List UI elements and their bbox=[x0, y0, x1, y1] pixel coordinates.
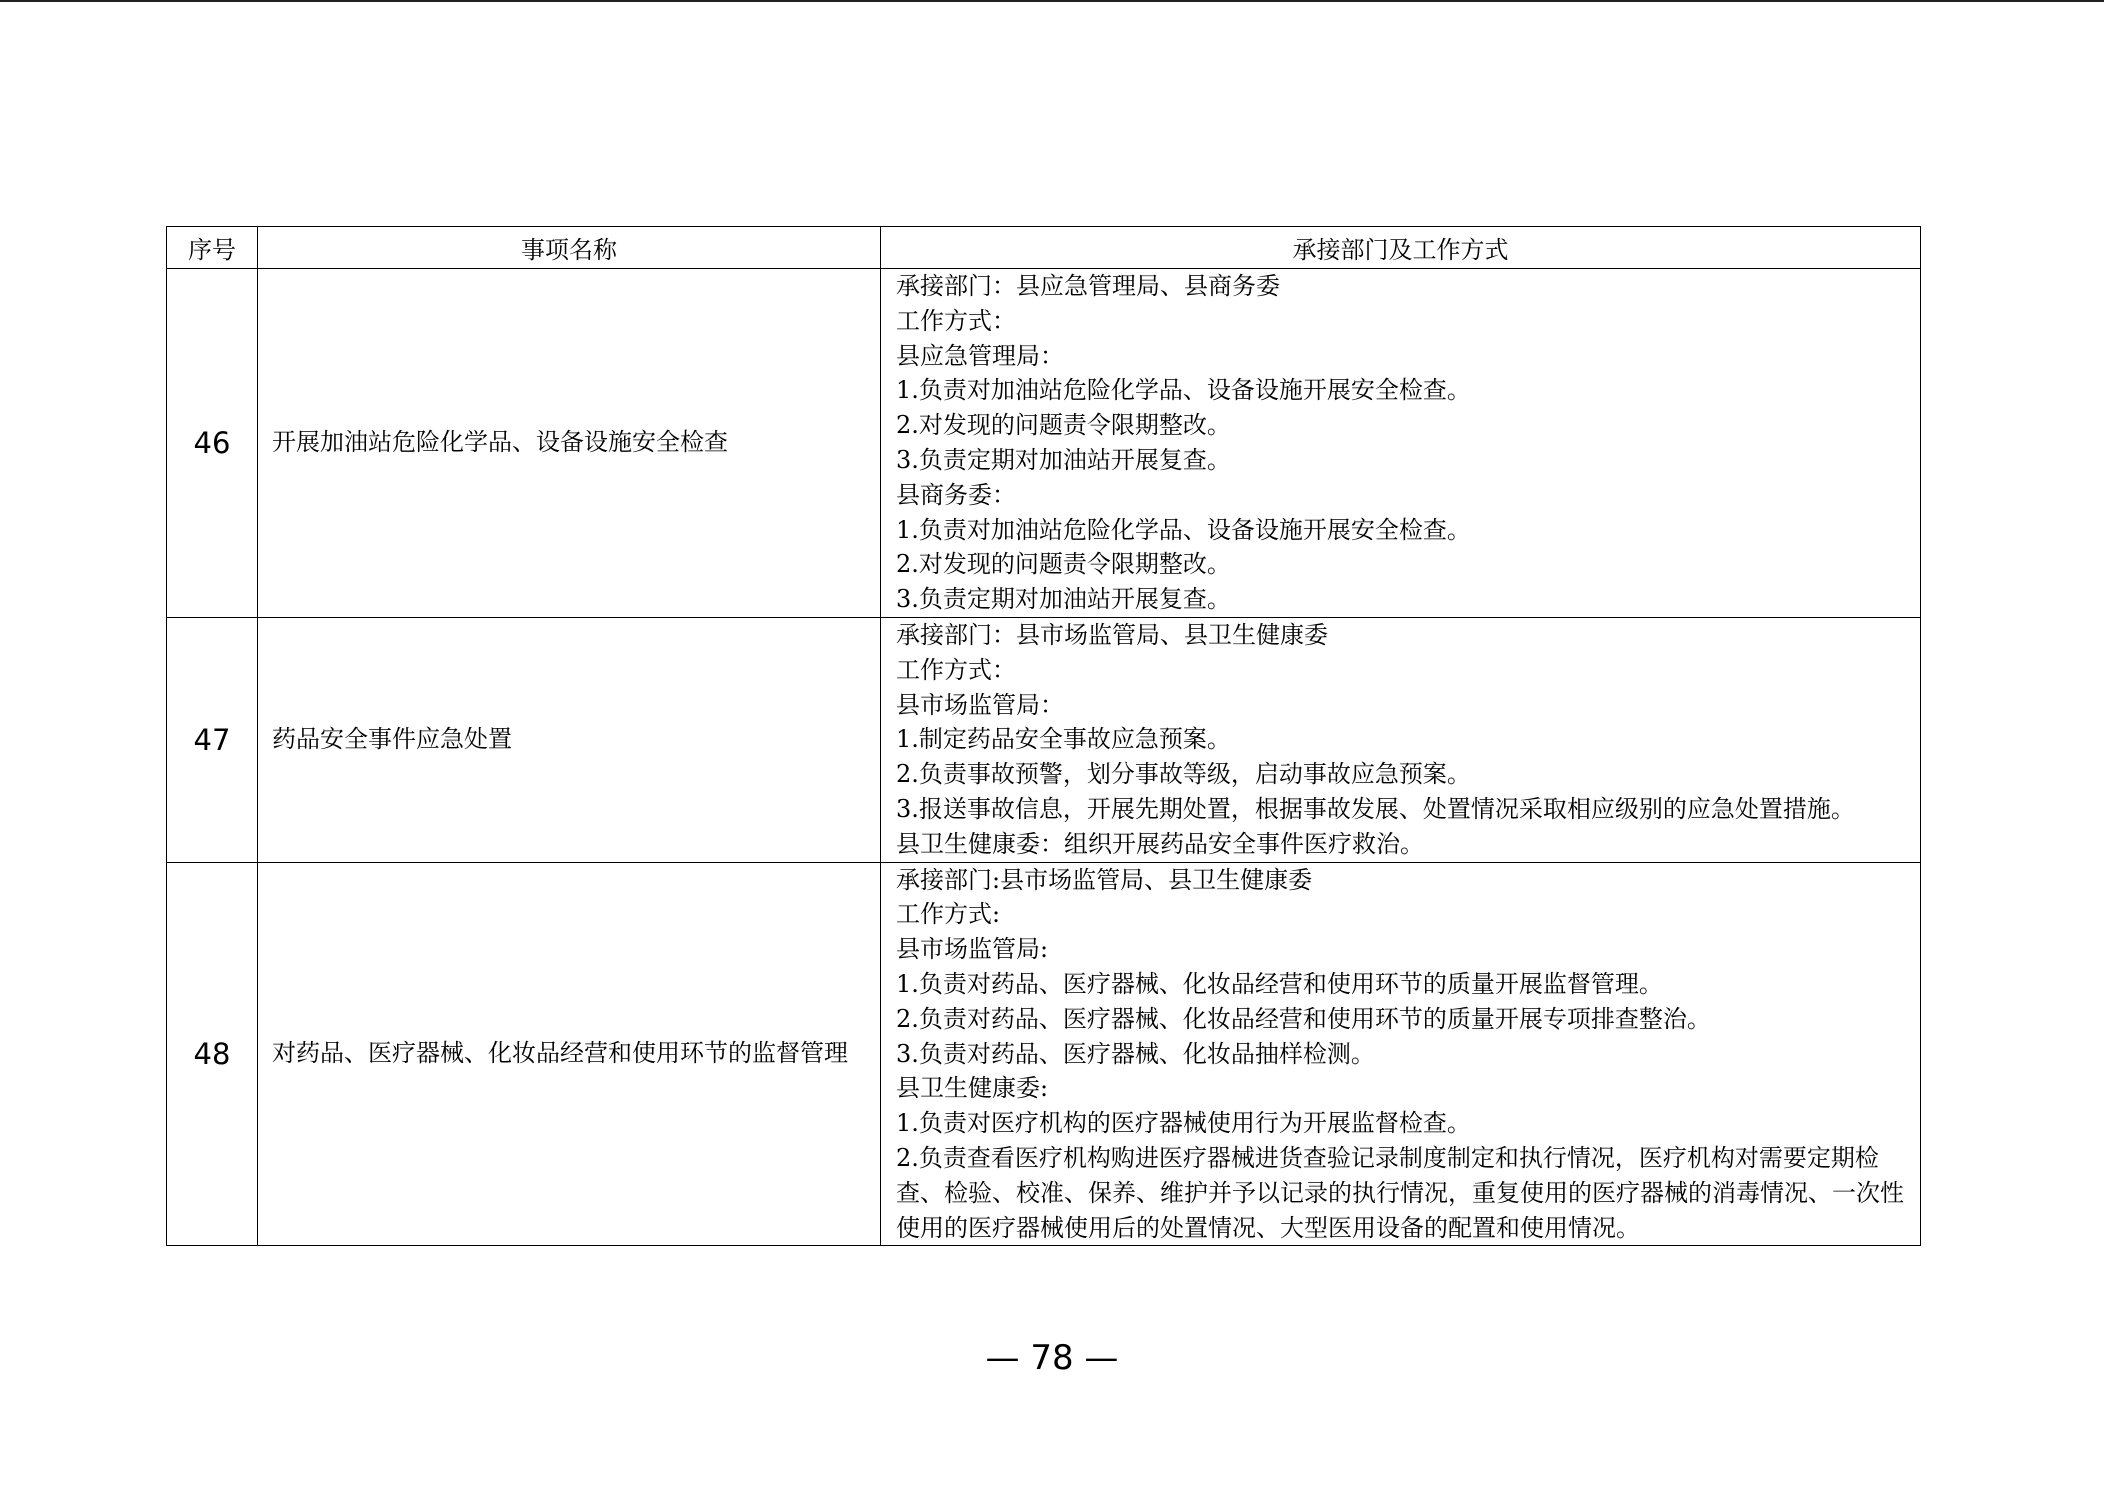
dept-line: 1.负责对加油站危险化学品、设备设施开展安全检查。 bbox=[896, 515, 1471, 544]
dept-line: 3.负责定期对加油站开展复查。 bbox=[896, 445, 1231, 474]
dept-and-method bbox=[881, 862, 1921, 1246]
dept-line: 工作方式: bbox=[896, 900, 1001, 929]
header-name: 事项名称 bbox=[258, 227, 881, 269]
dept-line: 1.负责对加油站危险化学品、设备设施开展安全检查。 bbox=[896, 376, 1471, 405]
row-number: 48 bbox=[167, 862, 258, 1246]
dept-line: 2.负责查看医疗机构购进医疗器械进货查验记录制度制定和执行情况，医疗机构对需要定期检查、检验、校准、保养、维护并予以记录的执行情况，重复使用的医疗器械的消毒情况、一次性使用的医疗器械使用后的处置情况、大型医用设备的配置和使用情况。 bbox=[896, 1143, 1904, 1242]
header-no: 序号 bbox=[167, 227, 258, 269]
dept-line: 2.对发现的问题责令限期整改。 bbox=[896, 411, 1231, 440]
dept-line: 工作方式： bbox=[896, 306, 1016, 335]
dept-and-method bbox=[881, 617, 1921, 862]
dept-line: 承接部门：县市场监管局、县卫生健康委 bbox=[896, 620, 1328, 649]
dept-line: 1.负责对医疗机构的医疗器械使用行为开展监督检查。 bbox=[896, 1109, 1471, 1138]
dept-line: 承接部门：县应急管理局、县商务委 bbox=[896, 272, 1280, 300]
dept-and-method bbox=[881, 269, 1921, 618]
table-header-row bbox=[167, 227, 1921, 269]
row-number: 46 bbox=[167, 269, 258, 618]
dept-line: 3.报送事故信息，开展先期处置，根据事故发展、处置情况采取相应级别的应急处置措施。 bbox=[896, 794, 1855, 823]
item-name: 对药品、医疗器械、化妆品经营和使用环节的监督管理 bbox=[258, 862, 881, 1246]
item-name: 开展加油站危险化学品、设备设施安全检查 bbox=[258, 269, 881, 618]
dept-line: 县市场监管局： bbox=[896, 690, 1064, 719]
dept-line: 承接部门:县市场监管局、县卫生健康委 bbox=[896, 865, 1313, 894]
dept-line: 县商务委： bbox=[896, 480, 1016, 509]
item-name: 药品安全事件应急处置 bbox=[258, 617, 881, 862]
dept-line: 3.负责对药品、医疗器械、化妆品抽样检测。 bbox=[896, 1039, 1375, 1068]
dept-line: 2.负责事故预警，划分事故等级，启动事故应急预案。 bbox=[896, 760, 1471, 789]
dept-line: 1.负责对药品、医疗器械、化妆品经营和使用环节的质量开展监督管理。 bbox=[896, 969, 1663, 998]
dept-line: 县市场监管局: bbox=[896, 935, 1049, 964]
dept-line: 2.负责对药品、医疗器械、化妆品经营和使用环节的质量开展专项排查整治。 bbox=[896, 1004, 1711, 1033]
dept-line: 工作方式： bbox=[896, 655, 1016, 684]
table-row bbox=[167, 617, 1921, 862]
dept-line: 1.制定药品安全事故应急预案。 bbox=[896, 725, 1231, 754]
dept-line: 县卫生健康委：组织开展药品安全事件医疗救治。 bbox=[896, 829, 1424, 858]
dept-line: 2.对发现的问题责令限期整改。 bbox=[896, 550, 1231, 579]
dept-line: 3.负责定期对加油站开展复查。 bbox=[896, 585, 1231, 614]
header-dept: 承接部门及工作方式 bbox=[881, 227, 1921, 269]
page-number: — 78 — bbox=[985, 1338, 1119, 1378]
row-number: 47 bbox=[167, 617, 258, 862]
dept-line: 县应急管理局： bbox=[896, 341, 1064, 370]
items-table bbox=[166, 226, 1921, 1246]
top-border-line bbox=[0, 0, 2104, 2]
table-row bbox=[167, 269, 1921, 618]
table-row bbox=[167, 862, 1921, 1246]
dept-line: 县卫生健康委: bbox=[896, 1074, 1049, 1103]
